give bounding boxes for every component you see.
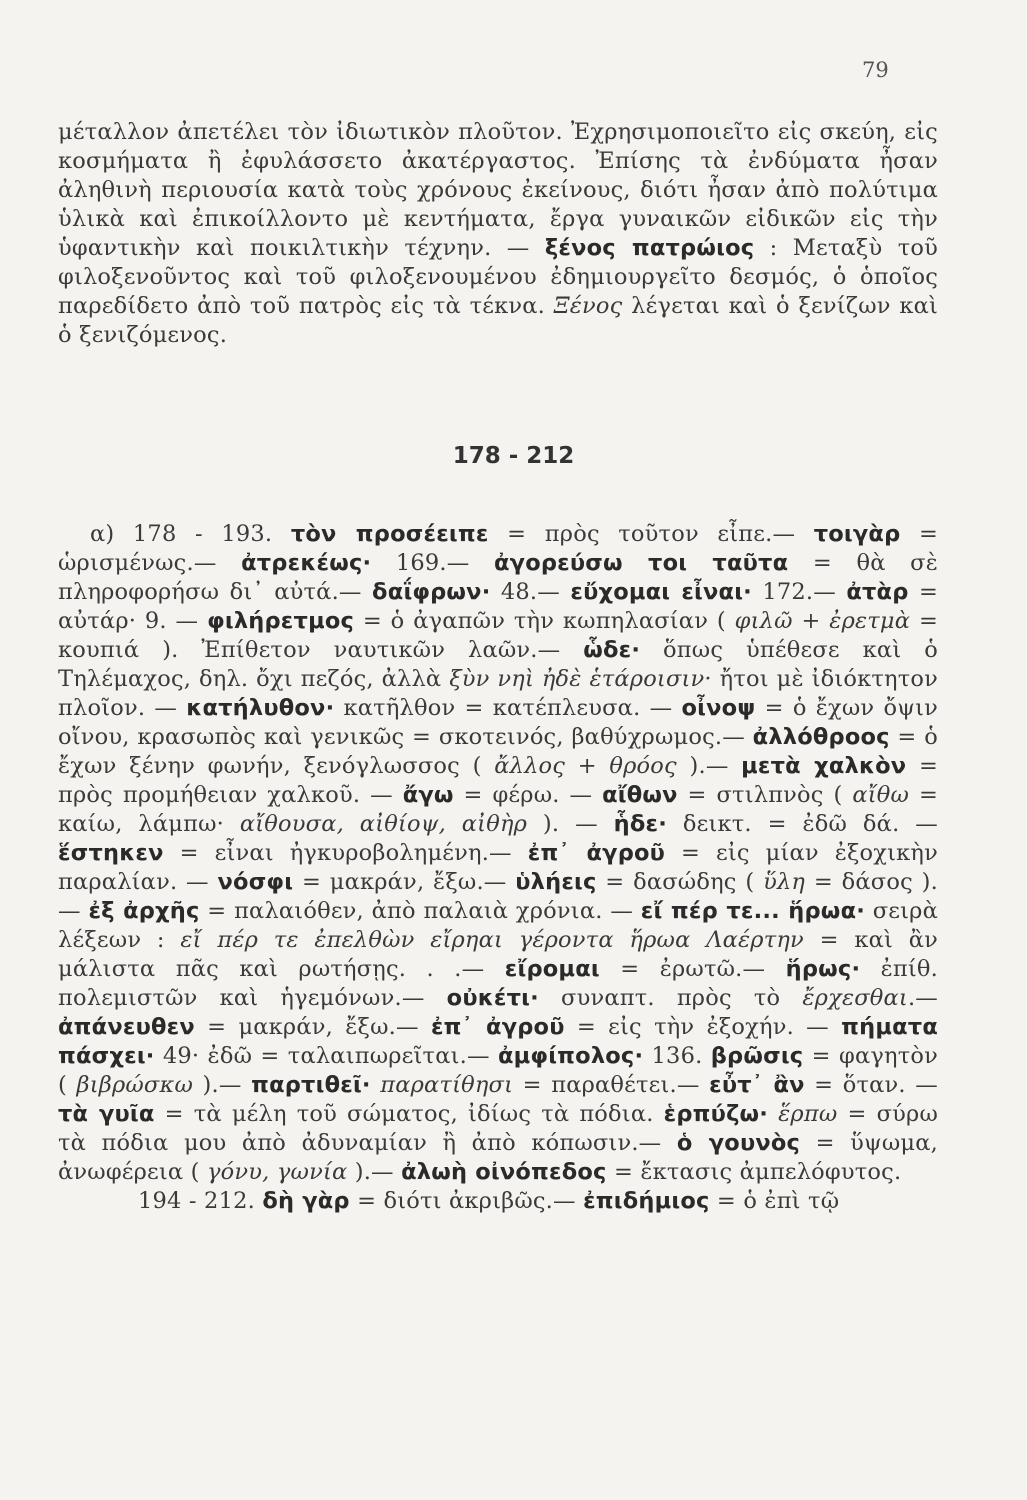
headword: ὧδε·: [583, 637, 641, 663]
gloss-text: = πρὸς τοῦτον εἶπε.—: [488, 521, 814, 547]
headword: ἀτὰρ: [846, 579, 909, 605]
gloss-text: = ἔκτασις ἀμπελόφυτος.: [606, 1159, 902, 1185]
gloss-text: = ὁ ἔχων ὄψιν οἴνου, κρασωπὸς καὶ γενικῶς = σκοτεινός, βαθύχρωμος.—: [58, 695, 938, 750]
intro-italic: Ξένος: [553, 293, 623, 319]
gloss-text: +: [792, 608, 830, 634]
gloss-text: ). —: [527, 811, 614, 837]
headword: οὐκέτι·: [446, 985, 539, 1011]
gloss-text: συναπτ. πρὸς τὸ: [538, 985, 803, 1011]
headword: νόσφι: [217, 869, 294, 895]
gloss-text: = δασώδης (: [596, 869, 764, 895]
headword: ἑρπύζω·: [663, 1101, 769, 1127]
headword: ἀλλόθροος: [752, 724, 890, 750]
headword: ἧδε·: [613, 811, 668, 837]
headword: εἴ πέρ τε... ἥρωα·: [640, 898, 865, 924]
gloss-text: [371, 1072, 381, 1098]
headword: ἄγω: [402, 782, 454, 808]
gloss-text: ὅπως ὑπέθεσε καὶ ὁ Τηλέμαχος, δηλ. ὄχι πεζός, ἀλλὰ: [58, 637, 938, 692]
gloss-text: = μακράν, ἔξω.—: [194, 1014, 431, 1040]
gloss-text: = θὰ σὲ πληροφορήσω δι᾽ αὐτά.—: [58, 550, 938, 605]
gloss-text: ).—: [676, 753, 742, 779]
gloss-text: = καὶ ἂν μάλιστα πᾶς καὶ ρωτήσῃς. . .—: [58, 927, 939, 982]
gloss-text: = ὅταν. —: [804, 1072, 939, 1098]
headword: ἀτρεκέως·: [241, 550, 372, 576]
gloss-text: 136.: [643, 1043, 711, 1069]
glossary-paragraph-1: [58, 520, 938, 1187]
italic-text: ἔρχεσθαι: [802, 985, 908, 1011]
gloss-text: = εἰς μίαν ἐξοχικὴν παραλίαν. —: [58, 840, 938, 895]
gloss-text: = παλαιόθεν, ἀπὸ παλαιὰ χρόνια. —: [199, 898, 641, 924]
headword: πήματα πάσχει·: [58, 1014, 938, 1069]
glossary-paragraph-2: [58, 1187, 938, 1216]
gloss-text: = εἰς τὴν ἐξοχήν. —: [564, 1014, 842, 1040]
gloss-text: 194 - 212.: [138, 1188, 263, 1214]
headword: παρτιθεῖ·: [251, 1072, 371, 1098]
gloss-text: = ὁ ἀγαπῶν τὴν κωπηλασίαν (: [354, 608, 735, 634]
headword: αἴθων: [602, 782, 678, 808]
gloss-text: = ἐρωτῶ.—: [599, 956, 786, 982]
italic-text: ξὺν νηὶ ἠδὲ ἑτάροισιν·: [449, 666, 712, 692]
headword: ἐξ ἀρχῆς: [88, 898, 200, 924]
headword: τὸν προσέειπε: [290, 521, 489, 547]
italic-text: αἴθουσα, αἰθίοψ, αἰθὴρ: [239, 811, 528, 837]
gloss-text: = τὰ μέλη τοῦ σώματος, ἰδίως τὰ πόδια.: [154, 1101, 664, 1127]
gloss-text: = ὁ ἔχων ξένην φωνήν, ξενόγλωσσος (: [58, 724, 938, 779]
gloss-text: = φαγητὸν (: [58, 1043, 938, 1098]
gloss-text: = εἶναι ἠγκυροβολημένη.—: [163, 840, 528, 866]
italic-text: παρατίθησι: [380, 1072, 514, 1098]
italic-text: αἴθω: [852, 782, 910, 808]
headword: ἀπάνευθεν: [58, 1014, 195, 1040]
gloss-text: σειρὰ λέξεων :: [58, 898, 938, 953]
headword: ἥρως·: [785, 956, 861, 982]
gloss-text: 169.—: [371, 550, 495, 576]
italic-text: ἄλλος + θρόος: [494, 753, 677, 779]
gloss-text: = στιλπνὸς (: [677, 782, 853, 808]
gloss-text: δεικτ. = ἐδῶ δά. —: [667, 811, 938, 837]
gloss-text: = σύρω τὰ πόδια μου ἀπὸ ἀδυναμίαν ἢ ἀπὸ κόπωσιν.—: [58, 1101, 938, 1156]
headword: ἐπ᾽ ἀγροῦ: [527, 840, 666, 866]
italic-text: εἴ πέρ τε ἐπελθὼν εἴρηαι γέροντα ἥρωα Λαέρτην: [180, 927, 804, 953]
gloss-text: = διότι ἀκριβῶς.—: [349, 1188, 584, 1214]
gloss-text: ἤτοι μὲ ἰδιόκτητον πλοῖον. —: [58, 666, 938, 721]
italic-text: γόνυ, γωνία: [207, 1159, 348, 1185]
intro-text-3: λέγεται καὶ ὁ ξενίζων καὶ ὁ ξενιζόμενος.: [58, 293, 938, 348]
intro-term: ξένος πατρώιος: [544, 235, 755, 261]
headword: κατήλυθον·: [186, 695, 335, 721]
gloss-text: κατῆλθον = κατέπλευσα. —: [334, 695, 682, 721]
gloss-text: = πρὸς προμήθειαν χαλκοῦ. —: [58, 753, 939, 808]
headword: μετὰ χαλκὸν: [741, 753, 907, 779]
headword: δὴ γὰρ: [262, 1188, 350, 1214]
headword: ἀγορεύσω τοι ταῦτα: [494, 550, 789, 576]
gloss-text: = ὡρισμένως.—: [58, 521, 939, 576]
gloss-text: [768, 1101, 778, 1127]
headword: ἕστηκεν: [58, 840, 164, 866]
headword: τοιγὰρ: [813, 521, 901, 547]
italic-text: ἐρετμὰ: [829, 608, 911, 634]
gloss-text: = ὁ ἐπὶ τῷ: [709, 1188, 840, 1214]
gloss-text: = παραθέτει.—: [513, 1072, 710, 1098]
gloss-text: ).—: [193, 1072, 252, 1098]
italic-text: ὕλη: [763, 869, 806, 895]
headword: φιλήρετμος: [207, 608, 355, 634]
italic-text: βιβρώσκω: [76, 1072, 193, 1098]
gloss-text: = δάσος ).—: [58, 869, 938, 924]
headword: ἀμφίπολος·: [498, 1043, 644, 1069]
headword: οἶνοψ: [681, 695, 756, 721]
headword: εὖτ᾽ ἂν: [709, 1072, 805, 1098]
headword: ἐπ᾽ ἀγροῦ: [430, 1014, 565, 1040]
gloss-text: = καίω, λάμπω·: [58, 782, 938, 837]
headword: ἐπιδήμιος: [583, 1188, 710, 1214]
page-number: 79: [862, 58, 889, 82]
gloss-text: = μακράν, ἔξω.—: [293, 869, 516, 895]
gloss-text: α) 178 - 193.: [90, 521, 291, 547]
gloss-text: ).—: [347, 1159, 402, 1185]
intro-paragraph: [58, 118, 938, 350]
glossary-block: [58, 520, 938, 1216]
gloss-text: = αὐτάρ· 9. —: [58, 579, 938, 634]
gloss-text: ἐπίθ. πολεμιστῶν καὶ ἡγεμόνων.—: [58, 956, 939, 1011]
section-heading: 178 - 212: [452, 443, 575, 469]
headword: βρῶσις: [710, 1043, 804, 1069]
headword: εὔχομαι εἶναι·: [570, 579, 752, 605]
headword: εἴρομαι: [504, 956, 600, 982]
headword: ὑλήεις: [515, 869, 597, 895]
gloss-text: 49· ἐδῶ = ταλαιπωρεῖται.—: [154, 1043, 498, 1069]
gloss-text: 48.—: [490, 579, 571, 605]
headword: δαΐφρων·: [372, 579, 491, 605]
intro-text-2: : Μεταξὺ τοῦ φιλοξενοῦντος καὶ τοῦ φιλοξενουμένου ἐδημιουργεῖτο δεσμός, ὁ ὁποῖος παρεδίδετο ἀπὸ τοῦ πατρὸς εἰς τὰ τέκνα.: [58, 235, 939, 319]
intro-text-1: μέταλλον ἀπετέλει τὸν ἰδιωτικὸν πλοῦτον. Ἐχρησιμοποιεῖτο εἰς σκεύη, εἰς κοσμήματα ἢ ἐφυλάσσετο ἀκατέργαστος. Ἐπίσης τὰ ἐνδύματα ἦσαν ἀληθινὴ περιουσία κατὰ τοὺς χρόνους ἐκείνους, διότι ἦσαν ἀπὸ πολύτιμα ὑλικὰ καὶ ἐπικοίλλοντο μὲ κεντήματα, ἔργα γυναικῶν εἰδικῶν εἰς τὴν ὑφαντικὴν καὶ ποικιλτικὴν τέχνην. —: [58, 119, 938, 261]
gloss-text: = ὕψωμα, ἀνωφέρεια (: [58, 1130, 938, 1185]
headword: ὁ γουνὸς: [676, 1130, 801, 1156]
gloss-text: = φέρω. —: [453, 782, 603, 808]
italic-text: ἕρπω: [778, 1101, 838, 1127]
italic-text: φιλῶ: [734, 608, 793, 634]
gloss-text: 172.—: [751, 579, 847, 605]
gloss-text: .—: [907, 985, 938, 1011]
gloss-text: = κουπιά ). Ἐπίθετον ναυτικῶν λαῶν.—: [58, 608, 938, 663]
headword: ἀλωὴ οἰνόπεδος: [401, 1159, 607, 1185]
headword: τὰ γυῖα: [58, 1101, 155, 1127]
